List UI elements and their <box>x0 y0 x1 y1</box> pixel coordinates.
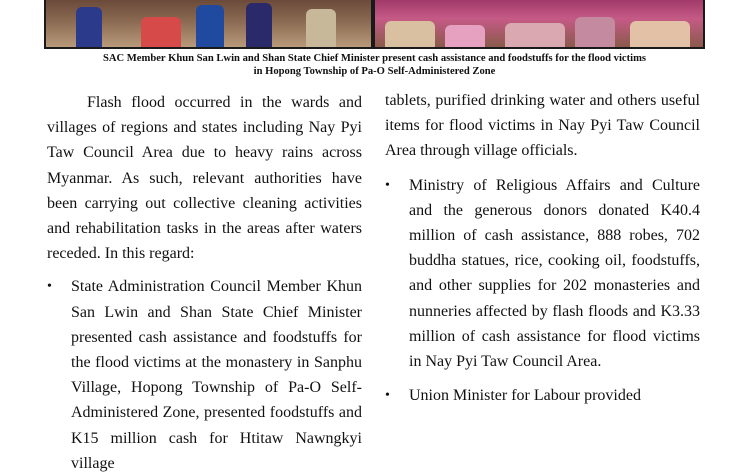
bullet-marker: • <box>47 279 52 295</box>
right-column <box>385 88 700 408</box>
left-column <box>47 90 362 476</box>
list-item <box>385 383 700 408</box>
caption-line-1: SAC Member Khun San Lwin and Shan State Chief Minister present cash assistance and foodstuffs for the flood victims <box>102 53 647 64</box>
bullet-marker: • <box>385 177 390 193</box>
photo-strip <box>44 0 705 49</box>
right-bullet-list <box>385 173 700 409</box>
list-item <box>47 274 362 476</box>
list-item-text: State Administration Council Member Khun San Lwin and Shan State Chief Minister presented cash assistance and foodstuffs for the flood victims at the monastery in Sanphu Village, Hopong Township of Pa-O Self-Administered Zone, presented foodstuffs and K15 million cash for Htitaw Nawngkyi village <box>71 278 362 472</box>
list-item-text: Union Minister for Labour provided <box>409 387 641 405</box>
list-item <box>385 173 700 375</box>
photo-crowd-seated <box>375 0 703 47</box>
left-bullet-list <box>47 274 362 476</box>
bullet-marker: • <box>385 388 390 404</box>
list-item-text: Ministry of Religious Affairs and Culture and the generous donors donated K40.4 million of cash assistance, 888 robes, 702 buddha statues, rice, cooking oil, foodstuffs, and other supplies for 202 monasteries and nunneries affected by flash floods and K3.33 million of cash assistance for flood victims in Nay Pyi Taw Council Area. <box>409 176 700 371</box>
photo-people-standing <box>46 0 371 47</box>
intro-paragraph: Flash flood occurred in the wards and villages of regions and states including Nay Pyi Taw Council Area due to heavy rains across Myanmar. As such, relevant authorities have been carrying out collective cleaning activities and rehabilitation tasks in the areas after waters receded. In this regard: <box>47 94 362 263</box>
photo-caption <box>44 52 705 78</box>
caption-line-2: in Hopong Township of Pa-O Self-Administered Zone <box>253 66 496 77</box>
continuation-paragraph: tablets, purified drinking water and others useful items for flood victims in Nay Pyi Taw Council Area through village officials. <box>385 92 700 160</box>
